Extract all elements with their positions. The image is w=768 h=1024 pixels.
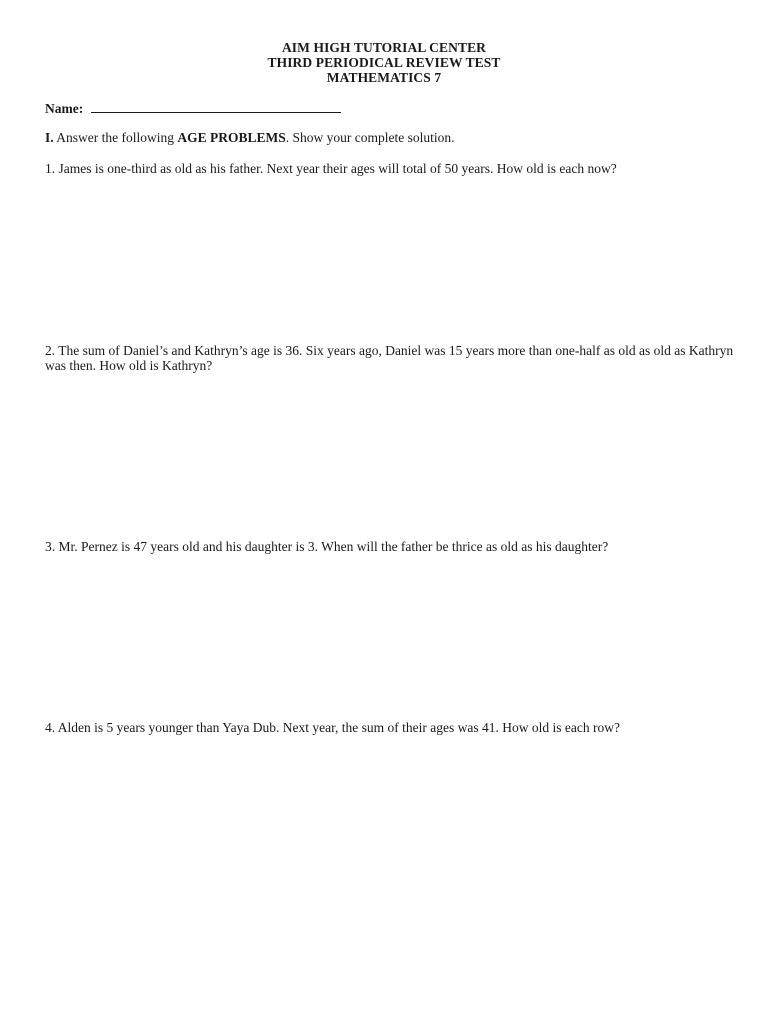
section-number: I. xyxy=(45,130,54,145)
question-2: 2. The sum of Daniel’s and Kathryn’s age is 36. Six years ago, Daniel was 15 years more than one-half as old as old as Kathryn was then. How old is Kathryn? xyxy=(45,343,734,373)
subject-title: MATHEMATICS 7 xyxy=(326,70,442,85)
question-1: 1. James is one-third as old as his father. Next year their ages will total of 50 years. How old is each now? xyxy=(45,161,617,176)
test-title: THIRD PERIODICAL REVIEW TEST xyxy=(267,55,501,70)
name-blank-line[interactable] xyxy=(91,100,341,113)
school-name: AIM HIGH TUTORIAL CENTER xyxy=(281,40,487,55)
instruction-line xyxy=(45,130,455,146)
question-3: 3. Mr. Pernez is 47 years old and his daughter is 3. When will the father be thrice as old as his daughter? xyxy=(45,539,609,554)
question-4: 4. Alden is 5 years younger than Yaya Dub. Next year, the sum of their ages was 41. How old is each row? xyxy=(45,720,620,735)
name-field-row xyxy=(45,100,341,117)
instruction-text-before: Answer the following xyxy=(56,130,175,145)
instruction-emphasis: AGE PROBLEMS xyxy=(177,130,286,145)
instruction-text-after: . Show your complete solution. xyxy=(285,130,455,145)
name-label: Name: xyxy=(45,101,84,116)
document-header xyxy=(0,40,768,85)
